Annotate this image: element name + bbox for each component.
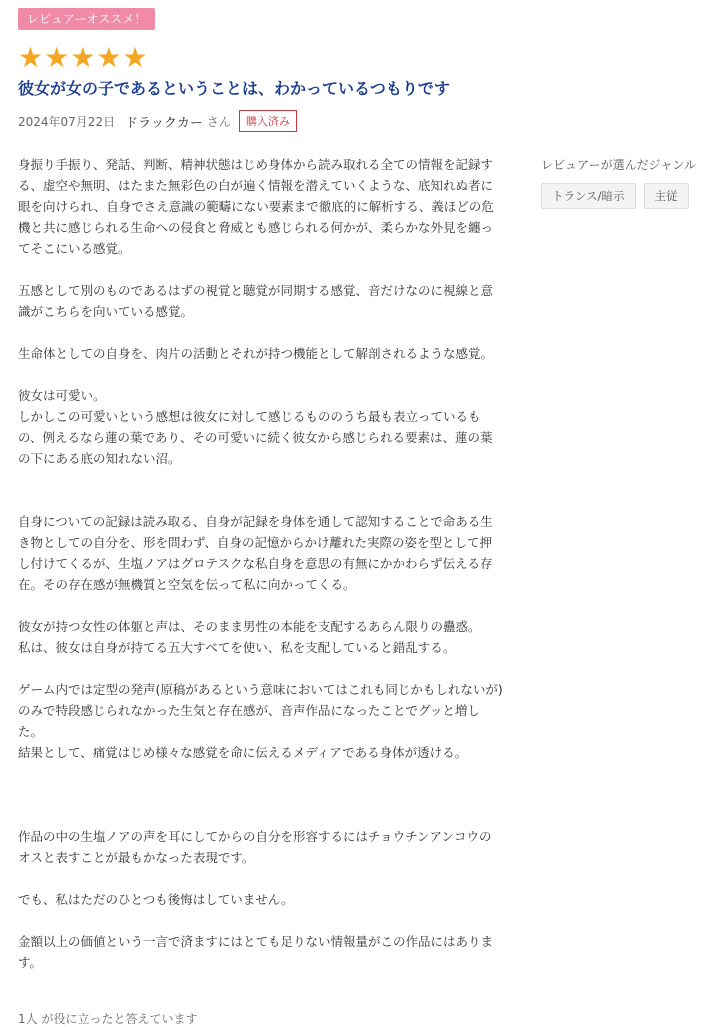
review-paragraph: 彼女は可愛い。 しかしこの可愛いという感想は彼女に対して感じるもののうち最も表立っているもの、例えるなら蓮の葉であり、その可愛いに続く彼女から感じられる要素は、蓮の葉の下にある底の知れない沼。 [18, 388, 493, 466]
review-paragraph: 作品の中の生塩ノアの声を耳にしてからの自分を形容するにはチョウチンアンコウのオスと表すことが最もかなった表現です。 [18, 829, 492, 865]
review-body [18, 154, 504, 994]
genre-tag-master-servant[interactable]: 主従 [644, 183, 689, 209]
review-paragraph: 生命体としての自身を、肉片の活動とそれが持つ機能として解剖されるような感覚。 [18, 346, 494, 361]
genre-tags [541, 183, 721, 209]
star-icon: ★ [44, 41, 70, 74]
review-paragraph: 五感として別のものであるはずの視覚と聴覚が同期する感覚、音だけなのに視線と意識がこちらを向いている感覚。 [18, 283, 494, 319]
reviewer-suffix: さん [206, 114, 231, 129]
star-icon: ★ [122, 41, 148, 74]
genre-sidebar-title: レビュアーが選んだジャンル [541, 158, 697, 172]
review-paragraph: ゲーム内では定型の発声(原稿があるという意味においてはこれも同じかもしれないが)のみで特段感じられなかった生気と存在感が、音声作品になったことでグッと増した。 結果として、痛覚はじめ様々な感覚を命に伝えるメディアである身体が透ける。 [18, 682, 503, 760]
star-icon: ★ [70, 41, 96, 74]
review-title: 彼女が女の子であるということは、わかっているつもりです [18, 79, 450, 98]
helpful-count: 1人 が役に立ったと答えています [18, 1012, 198, 1026]
genre-sidebar [541, 156, 721, 209]
review-paragraph: 金額以上の価値という一言で済ますにはとても足りない情報量がこの作品にはあります。 [18, 934, 494, 970]
review-paragraph: でも、私はただのひとつも後悔はしていません。 [18, 892, 294, 907]
recommend-badge: レビュアーオススメ！ [18, 8, 155, 30]
review-date: 2024年07月22日 [18, 114, 116, 129]
review-paragraph: 身振り手振り、発話、判断、精神状態はじめ身体から読み取れる全ての情報を記録する、虚空や無明、はたまた無彩色の白が遍く情報を潜えていくような、底知れぬ者に眼を向けられ、自身でさえ意識の範疇にない要素まで徹底的に解析する、義ほどの危機と共に感じられる生命への侵食と脅威とも感じられる何かが、柔らかな外見を纏ってそこにいる感覚。 [18, 157, 494, 256]
review-paragraph: 彼女が持つ女性の体躯と声は、そのまま男性の本能を支配するあらん限りの蠱惑。 私は、彼女は自身が持てる五大すべてを使い、私を支配していると錯乱する。 [18, 619, 481, 655]
purchased-badge: 購入済み [239, 110, 297, 132]
star-icon: ★ [18, 41, 44, 74]
review-meta [18, 110, 297, 132]
star-rating [18, 41, 148, 74]
star-icon: ★ [96, 41, 122, 74]
reviewer-name-link[interactable]: ドラックカー [125, 115, 203, 131]
genre-tag-trance[interactable]: トランス/暗示 [541, 183, 636, 209]
review-paragraph: 自身についての記録は読み取る、自身が記録を身体を通して認知することで命ある生き物としての自分を、形を問わず、自身の記憶からかけ離れた実際の姿を型として押し付けてくるが、生塩ノアはグロテスクな私自身を意思の有無にかかわらず伝える存在。その存在感が無機質と空気を伝って私に向かってくる。 [18, 514, 493, 592]
